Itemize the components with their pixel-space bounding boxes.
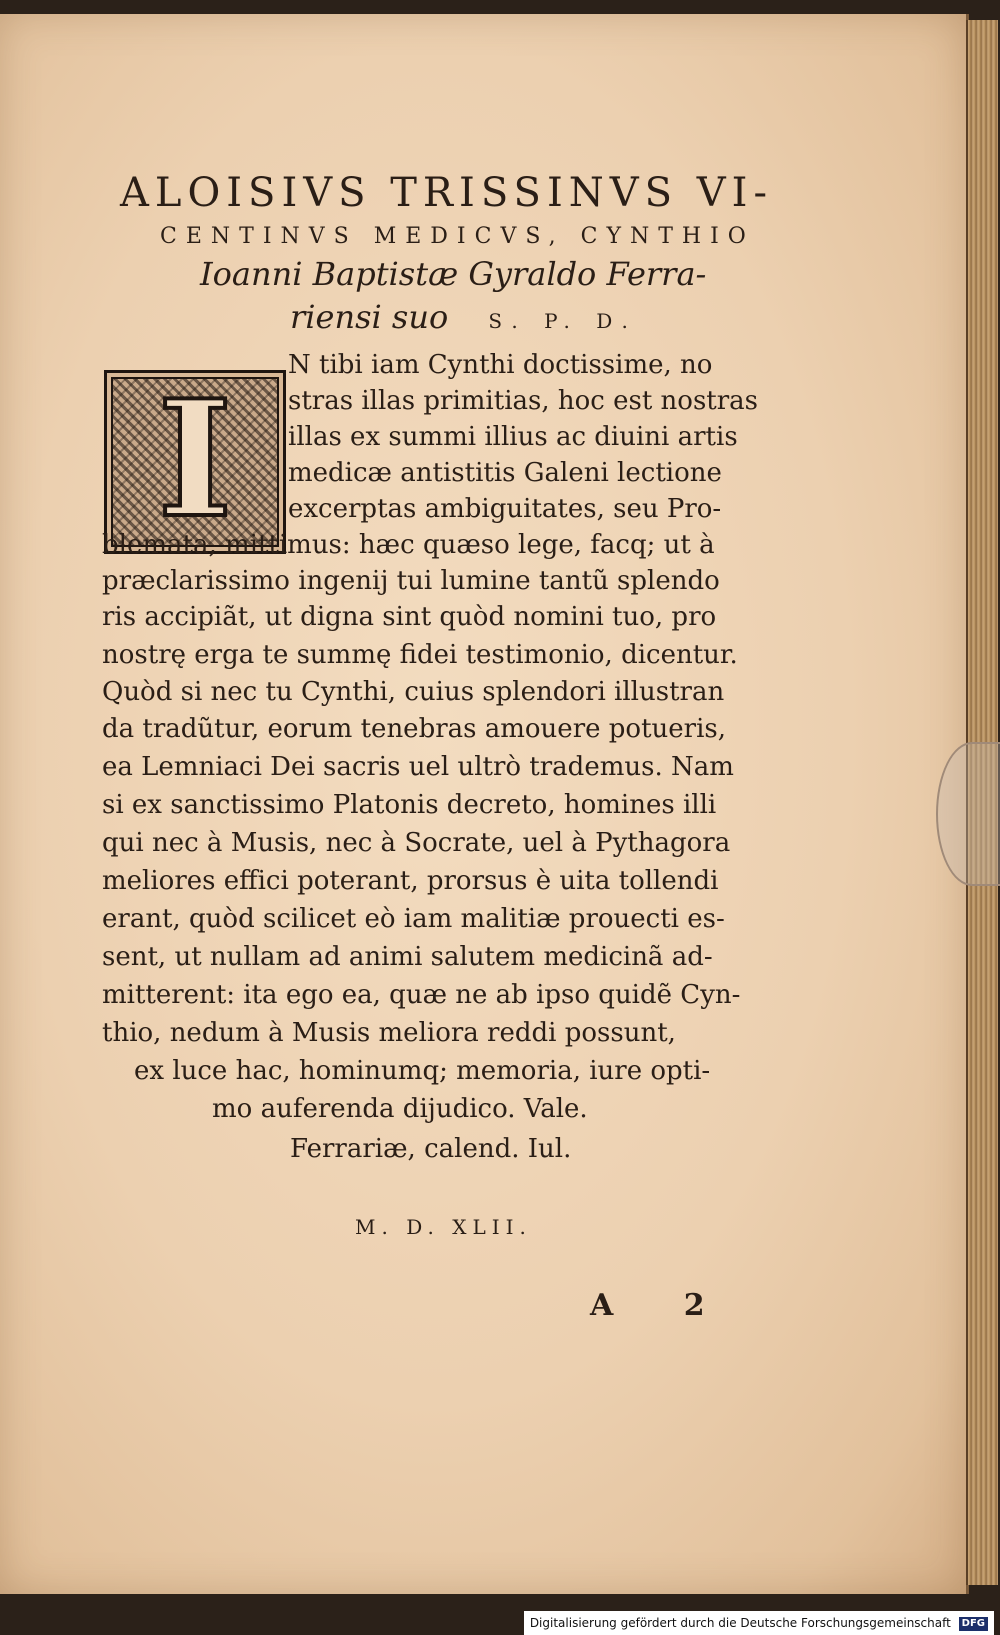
book-clasp — [936, 742, 1000, 886]
body-line: ea Lemniaci Dei sacris uel ultrò trademus. Nam — [102, 752, 734, 782]
body-line: mitterent: ita ego ea, quæ ne ab ipso quidẽ Cyn- — [102, 980, 741, 1010]
body-line: da tradũtur, eorum tenebras amouere potueris, — [102, 714, 726, 744]
body-line: Quòd si nec tu Cynthi, cuius splendori illustran — [102, 677, 725, 707]
body-line: mo auferenda dijudico. Vale. — [212, 1094, 588, 1124]
body-line: blemata, mittimus: hæc quæso lege, facq; ut à — [102, 530, 715, 560]
dfg-logo: DFG — [959, 1617, 988, 1631]
heading-line-4-text: riensi suo — [290, 298, 449, 336]
body-line: ris accipiãt, ut digna sint quòd nomini tuo, pro — [102, 602, 717, 632]
body-line: thio, nedum à Musis meliora reddi possunt, — [102, 1018, 676, 1048]
body-line: meliores effici poterant, prorsus è uita tollendi — [102, 866, 719, 896]
body-line: si ex sanctissimo Platonis decreto, homines illi — [102, 790, 717, 820]
body-line: ex luce hac, hominumq; memoria, iure opti- — [134, 1056, 711, 1086]
body-line: excerptas ambiguitates, seu Pro- — [288, 494, 722, 524]
heading-line-1: ALOISIVS TRISSINVS VI- — [120, 170, 773, 216]
heading-line-3: Ioanni Baptistæ Gyraldo Ferra- — [200, 255, 707, 293]
body-line: N tibi iam Cynthi doctissime, no — [288, 350, 713, 380]
body-line: Ferrariæ, calend. Iul. — [290, 1134, 572, 1164]
body-line: qui nec à Musis, nec à Socrate, uel à Pythagora — [102, 828, 731, 858]
body-line: præclarissimo ingenij tui lumine tantũ splendo — [102, 566, 720, 596]
heading-line-2: CENTINVS MEDICVS, CYNTHIO — [160, 224, 755, 249]
credit-text: Digitalisierung gefördert durch die Deutsche Forschungsgemeinschaft — [529, 1616, 951, 1630]
body-line: nostrę erga te summę fidei testimonio, dicentur. — [102, 640, 738, 670]
initial-letter: I — [157, 365, 233, 553]
body-line: stras illas primitias, hoc est nostras — [288, 386, 759, 416]
body-line: illas ex summi illius ac diuini artis — [288, 422, 738, 452]
heading-line-4 — [290, 298, 638, 336]
date-line: M. D. XLII. — [355, 1215, 532, 1239]
body-line: sent, ut nullam ad animi salutem medicinã ad- — [102, 942, 713, 972]
signature-mark: A 2 — [590, 1288, 735, 1323]
decorated-initial — [104, 365, 286, 554]
body-line: erant, quòd scilicet eò iam malitiæ prouecti es- — [102, 904, 725, 934]
salutation: S. P. D. — [488, 309, 638, 333]
body-line: medicæ antistitis Galeni lectione — [288, 458, 722, 488]
digitization-credit — [524, 1611, 994, 1635]
